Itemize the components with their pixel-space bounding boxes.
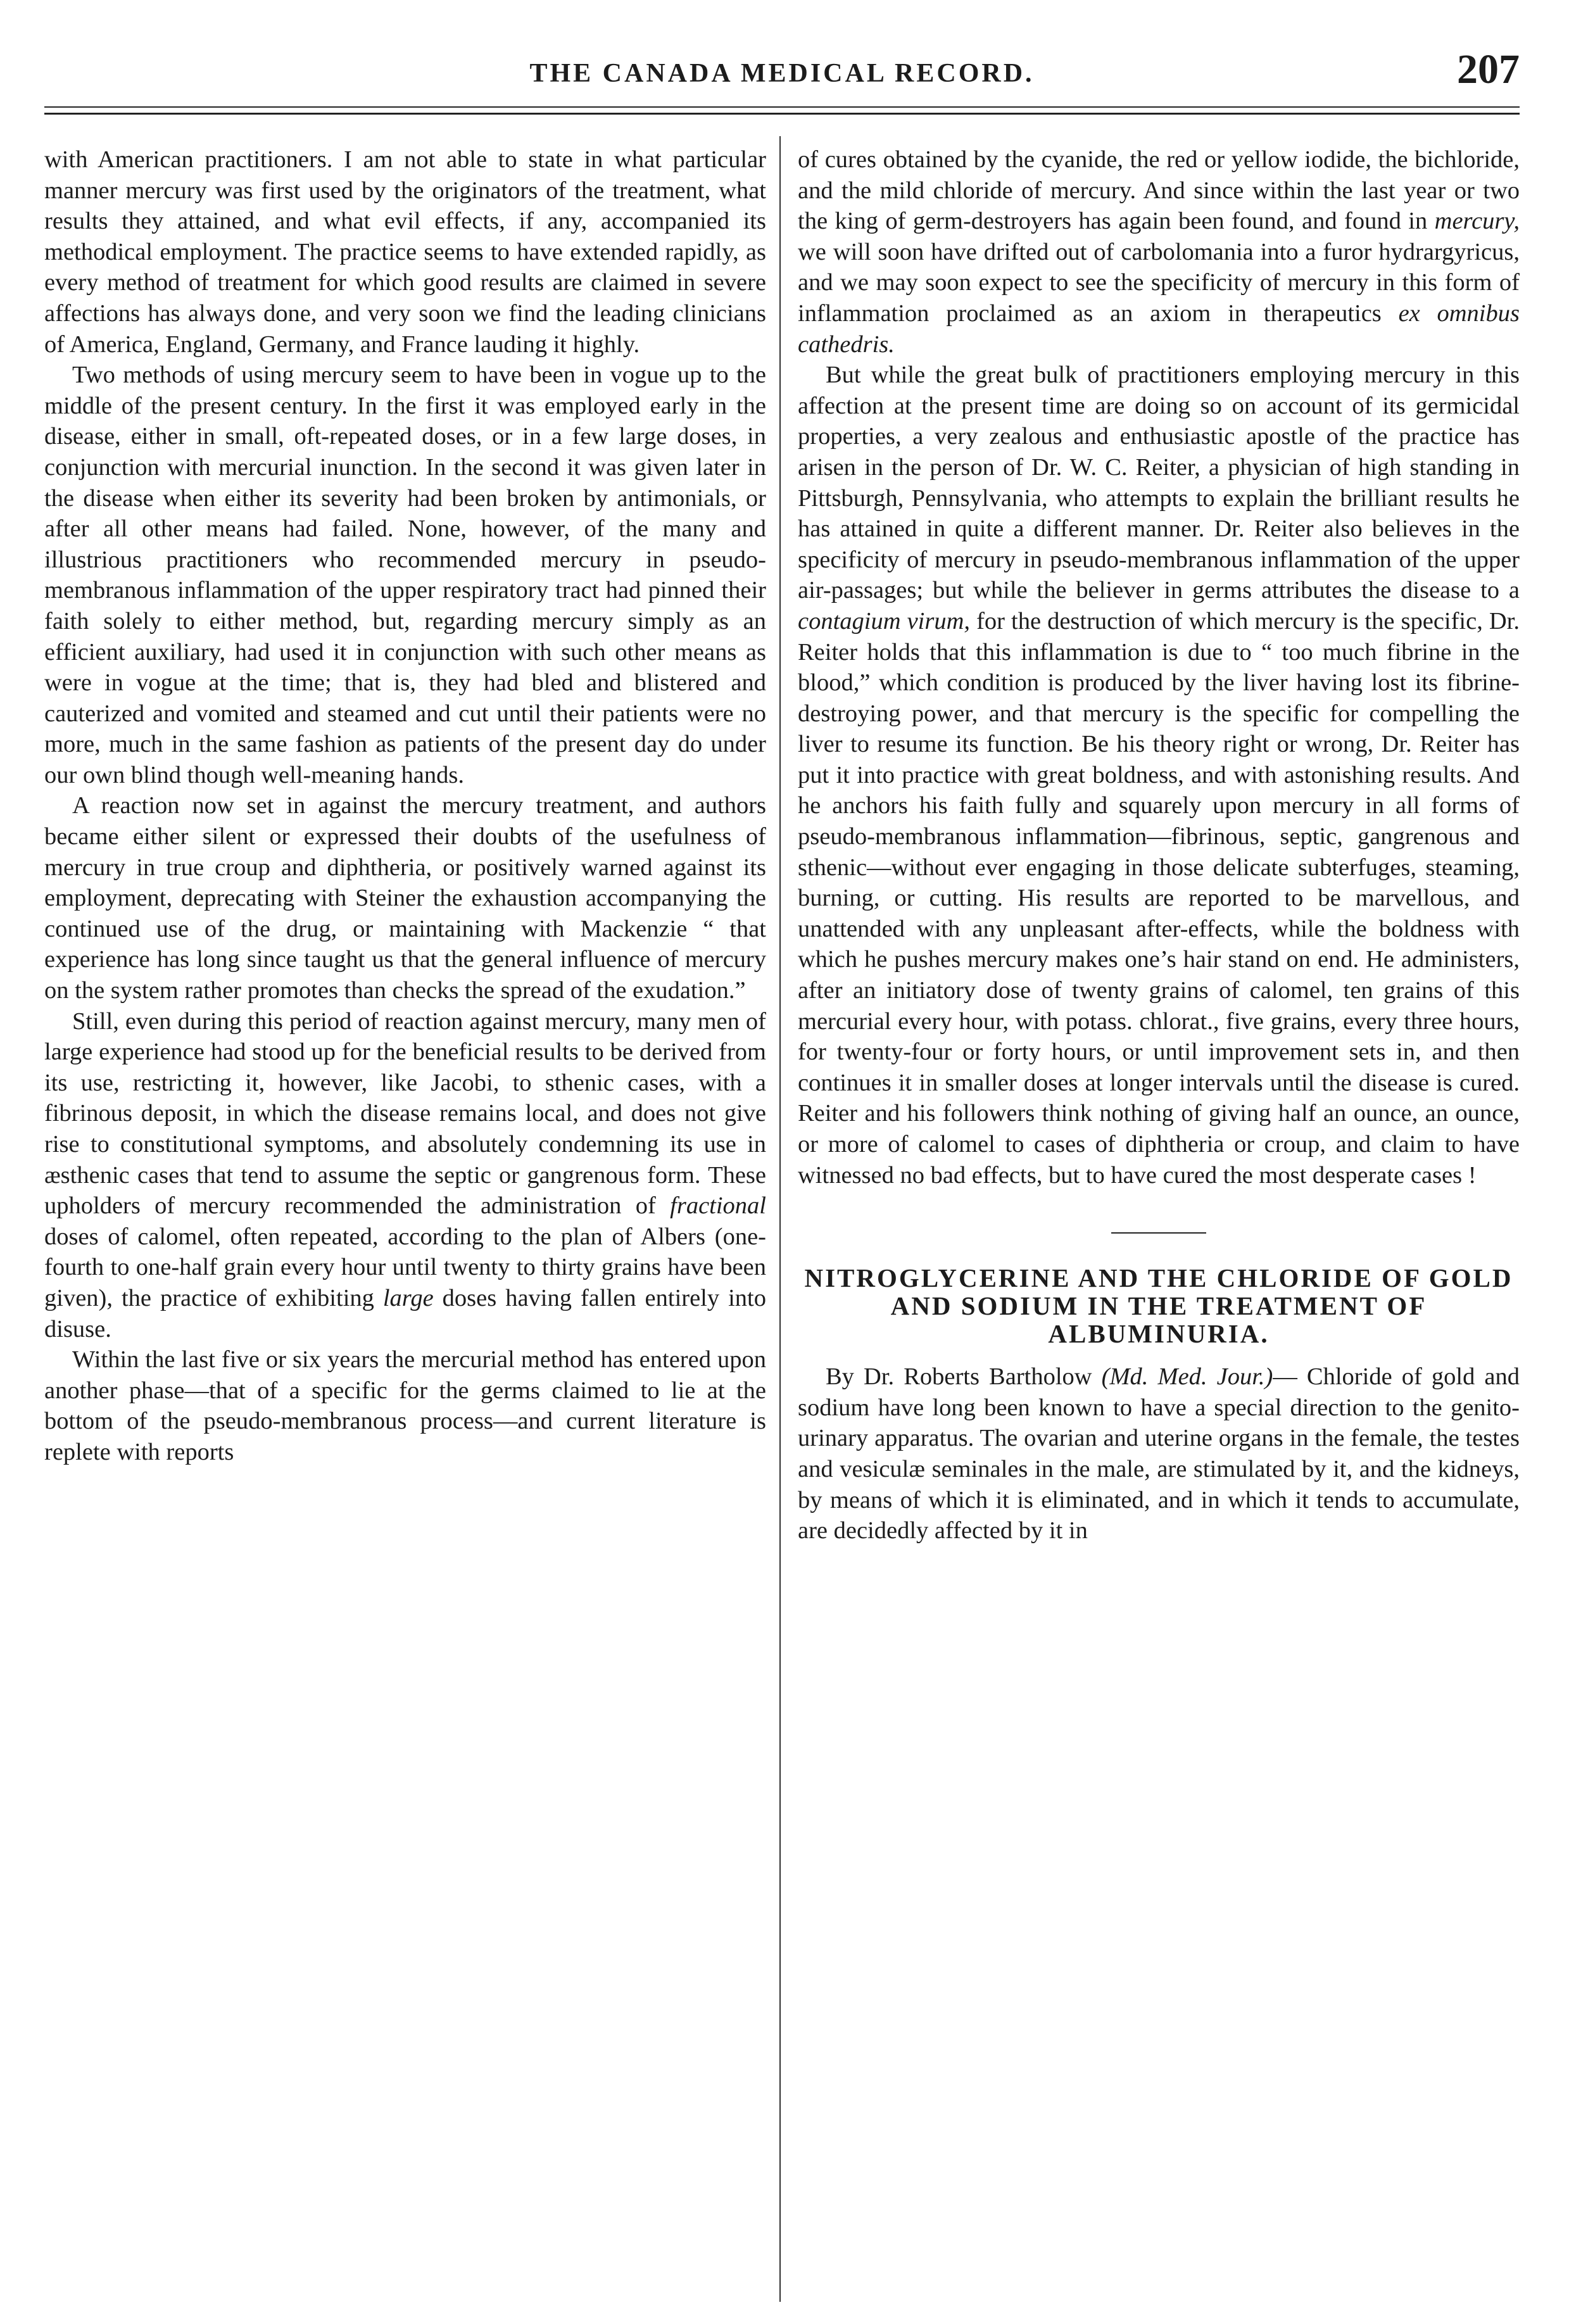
italic-text: mercury, <box>1434 208 1520 235</box>
text-run: of cures obtained by the cyanide, the red or yellow iodide, the bichloride, and the mild chloride of mercury. And since within the last year or two the king of germ-destroyers has again been found, and found in <box>798 146 1520 235</box>
paragraph <box>44 1006 766 1345</box>
section-separator <box>1111 1232 1206 1234</box>
article-title: NITROGLYCERINE AND THE CHLORIDE OF GOLD AND SODIUM IN THE TREATMENT OF ALBUMINURIA. <box>804 1263 1513 1349</box>
italic-text: ex omnibus cathedris. <box>798 300 1520 358</box>
text-run: But while the great bulk of practitioners employing mercury in this affection at the present time are doing so on account of its germicidal properties, a very zealous and enthusiastic apostle of the practice has arisen in the person of Dr. W. C. Reiter, a physician of high standing in Pittsburgh, Pennsylvania, who attempts to explain the brilliant results he has attained in quite a different manner. Dr. Reiter also believes in the specificity of mercury in pseudo-membranous inflammation of the upper air-passages; but while the believer in germs attributes the disease to a <box>798 362 1520 604</box>
header-rule-thin <box>44 106 1520 108</box>
paragraph <box>798 144 1520 360</box>
paragraph: Two methods of using mercury seem to have been in vogue up to the middle of the present century. In the first it was employed early in the disease, either in small, oft-repeated doses, or in a few large doses, in conjunction with mercurial inunction. In the second it was given later in the disease when either its severity had been broken by antimonials, or after all other means had failed. None, however, of the many and illustrious practitioners who recommended mercury in pseudo-membranous inflammation of the upper respiratory tract had pinned their faith solely to either method, but, regarding mercury simply as an efficient auxiliary, had used it in conjunction with such other means as were in vogue at the time; that is, they had bled and blistered and cauterized and vomited and steamed and cut until their patients were no more, much in the same fashion as patients of the present day do under our own blind though well-meaning hands. <box>44 362 766 788</box>
header-rule-thick <box>44 113 1520 115</box>
paragraph <box>798 1361 1520 1546</box>
page-number: 207 <box>1457 46 1520 92</box>
text-run: By Dr. Roberts Bartholow <box>826 1363 1102 1391</box>
text-run: Still, even during this period of reaction against mercury, many men of large experience had stood up for the beneficial results to be derived from its use, restricting it, however, like Jacobi, to sthenic cases, with a fibrinous deposit, in which the disease remains local, and does not give rise to constitutional symptoms, and absolutely condemning its use in æsthenic cases that tend to assume the septic or gangrenous form. These upholders of mercury recommended the administration of <box>44 1007 766 1220</box>
paragraph: Within the last five or six years the mercurial method has entered upon another phase—that of a specific for the germs claimed to lie at the bottom of the pseudo-membranous process—and current literature is replete with reports <box>44 1346 766 1465</box>
text-run: for the destruction of which mercury is the specific, Dr. Reiter holds that this inflammation is due to “ too much fibrine in the blood,” which condition is produced by the liver having lost its fibrine-destroying power, and that mercury is the specific for compelling the liver to resume its function. Be his theory right or wrong, Dr. Reiter has put it into practice with great boldness, and with astonishing results. And he anchors his faith fully and squarely upon mercury in all forms of pseudo-membranous inflammation—fibrinous, septic, gangrenous and sthenic—without ever engaging in those delicate subterfuges, steaming, burning, or cutting. His results are reported to be marvellous, and unattended with any unpleasant after-effects, while the boldness with which he pushes mercury makes one’s hair stand on end. He administers, after an initiatory dose of twenty grains of calomel, ten grains of this mercurial every hour, with potass. chlorat., five grains, every three hours, for twenty-four or forty hours, or until improvement sets in, and then continues it in smaller doses at longer intervals until the disease is cured. Reiter and his followers think nothing of giving half an ounce, an ounce, or more of calomel to cases of diphtheria or croup, and claim to have witnessed no bad effects, but to have cured the most desperate cases ! <box>798 607 1520 1189</box>
text-run: doses of calomel, often repeated, according to the plan of Albers (one-fourth to one-half grain every hour until twenty to thirty grains have been given), the practice of exhibiting <box>44 1223 766 1311</box>
paragraph <box>798 360 1520 1190</box>
journal-title: THE CANADA MEDICAL RECORD. <box>529 59 1035 88</box>
text-run: we will soon have drifted out of carbolomania into a furor hydrargyricus, and we may soon expect to see the specificity of mercury in this form of inflammation proclaimed as an axiom in therapeutics <box>798 238 1520 327</box>
left-column <box>44 144 766 2301</box>
italic-text: large <box>382 1284 434 1311</box>
citation: (Md. Med. Jour.) <box>1101 1363 1273 1391</box>
column-divider <box>779 136 781 2302</box>
text-run: — Chloride of gold and sodium have long been known to have a special direction to the genito-urinary apparatus. The ovarian and uterine organs in the female, the testes and vesiculæ seminales in the male, are stimulated by it, and the kidneys, by means of which it is eliminated, and in which it tends to accumulate, are decidedly affected by it in <box>798 1363 1520 1544</box>
italic-text: contagium virum, <box>798 607 971 635</box>
italic-text: fractional <box>670 1192 766 1220</box>
running-header <box>44 44 1520 101</box>
paragraph: with American practitioners. I am not able to state in what particular manner mercury was first used by the originators of the treatment, what results they attained, and what evil effects, if any, accompanied its methodical employment. The practice seems to have extended rapidly, as every method of treatment for which good results are claimed in severe affections has always done, and very soon we find the leading clinicians of America, England, Germany, and France lauding it highly. <box>44 146 766 358</box>
text-run: doses having fallen entirely into disuse. <box>44 1284 766 1342</box>
paragraph: A reaction now set in against the mercury treatment, and authors became either silent or expressed their doubts of the usefulness of mercury in true croup and diphtheria, or positively warned against its employment, deprecating with Steiner the exhaustion accompanying the continued use of the drug, or maintaining with Mackenzie “ that experience has long since taught us that the general influence of mercury on the system rather promotes than checks the spread of the exudation.” <box>44 792 766 1004</box>
right-column <box>798 144 1520 2301</box>
